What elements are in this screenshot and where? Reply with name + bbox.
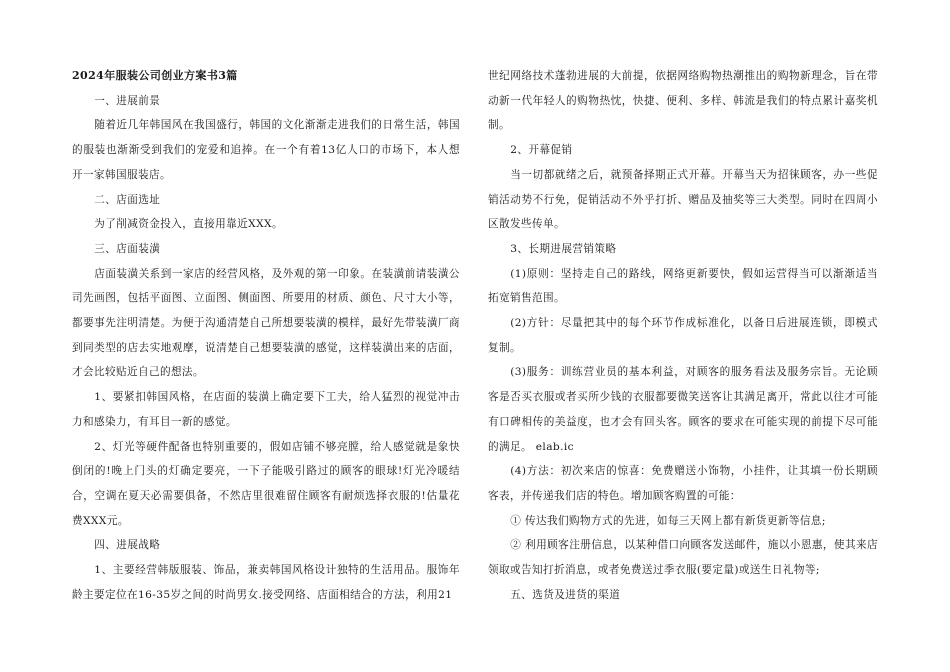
section-heading-location: 二、店面选址 — [94, 193, 161, 206]
section-heading-strategy: 四、进展战略 — [94, 539, 161, 552]
paragraph-strategy-point-1: 1、主要经营韩版服装、饰品，兼卖韩国风格设计独特的生活用品。服饰年龄主要定位在16-35岁之间的时尚男女.接受网络、店面相结合的方法，利用21 — [72, 564, 460, 601]
paragraph-method-item-1: ① 传达我们购物方式的先进，如每三天网上都有新货更新等信息; — [510, 514, 826, 527]
paragraph-decoration: 店面装潢关系到一家店的经营风格，及外观的第一印象。在装潢前请装潢公司先画图，包括平面图、立面图、侧面图、所要用的材质、颜色、尺寸大小等，都要事先注明清楚。为便于沟通清楚自己所想要装潢的模样，最好先带装潢厂商到同类型的店去实地观摩，说清楚自己想要装潢的感觉，这样装潢出来的店面，才会比较贴近自己的想法。 — [72, 267, 460, 379]
section-heading-sourcing: 五、选货及进货的渠道 — [510, 588, 621, 601]
paragraph-location: 为了削减资金投入，直接用靠近XXX。 — [94, 218, 283, 231]
section-heading-decoration: 三、店面装潢 — [94, 242, 161, 255]
section-heading-background: 一、进展前景 — [94, 94, 161, 107]
left-column — [72, 64, 460, 607]
paragraph-decoration-point-2: 2、灯光等硬件配备也特别重要的，假如店铺不够亮膛，给人感觉就是象快倒闭的!晚上门头的灯确定要亮，一下子能吸引路过的顾客的眼球!灯光冷暖结合，空调在夏天必需要俱备，不然店里很难留住顾客有耐烦选择衣服的!估量花费XXX元。 — [72, 440, 460, 527]
right-column — [488, 64, 878, 607]
paragraph-principle: (1)原则：坚持走自己的路线，网络更新要快，假如运营得当可以渐渐适当拓宽销售范围。 — [488, 267, 878, 305]
paragraph-background: 随着近几年韩国风在我国盛行，韩国的文化渐渐走进我们的日常生活，韩国的服装也渐渐受到我们的宠爱和追捧。在一个有着13亿人口的市场下，本人想开一家韩国服装店。 — [72, 119, 460, 181]
paragraph-policy: (2)方针：尽量把其中的每个环节作成标准化，以备日后进展连锁，即模式复制。 — [488, 317, 878, 354]
paragraph-decoration-point-1: 1、要紧扣韩国风格，在店面的装潢上确定要下工夫，给人猛烈的视觉冲击力和感染力，有耳目一新的感觉。 — [72, 391, 460, 428]
subheading-long-term-marketing: 3、长期进展营销策略 — [510, 242, 617, 255]
paragraph-method: (4)方法：初次来店的惊喜：免费赠送小饰物，小挂件，让其填一份长期顾客表，并传递我们店的特色。增加顾客购置的可能： — [488, 465, 878, 502]
paragraph-opening-promotion: 当一切都就绪之后，就预备择期正式开幕。开幕当天为招徕顾客，办一些促销活动势不行免，促销活动不外乎打折、赠品及抽奖等三大类型。同时在四周小区散发些传单。 — [488, 168, 878, 231]
subheading-opening-promotion: 2、开幕促销 — [510, 144, 573, 157]
document-title: 2024年服装公司创业方案书3篇 — [72, 69, 238, 82]
paragraph-strategy-continued: 世纪网络技术蓬勃进展的大前提，依据网络购物热潮推出的购物新理念，旨在带动新一代年轻人的购物热忱，快捷、便利、多样、韩流是我们的特点累计嘉奖机制。 — [488, 70, 878, 132]
paragraph-service: (3)服务：训练营业员的基本利益，对顾客的服务看法及服务宗旨。无论顾客是否买衣服或者买所少钱的衣服都要微笑送客让其满足离开，常此以往才可能有口碑相传的美益度，也才会有回头客。顾客的要求在可能实现的前提下尽可能的满足。 elab.ic — [488, 366, 878, 453]
paragraph-method-item-2: ② 利用顾客注册信息，以某种借口向顾客发送邮件，施以小恩惠，使其来店领取或告知打折消息，或者免费送过季衣服(要定量)或送生日礼物等; — [488, 539, 878, 577]
